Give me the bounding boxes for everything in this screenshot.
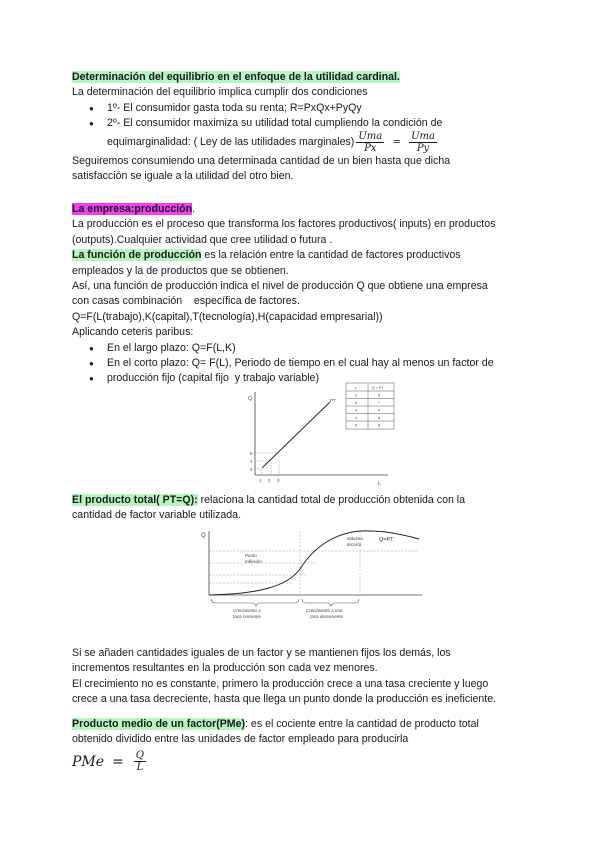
paragraph: Aplicando ceteris paribus: — [72, 326, 194, 339]
bracket-decreasing — [302, 599, 359, 606]
table-cell: 4 — [355, 416, 358, 420]
curve-label: Q=PT — [379, 537, 394, 543]
y-tick: 6 — [250, 451, 253, 456]
paragraph: Si se añaden cantidades iguales de un factor y se mantienen fijos los demás, los — [72, 647, 451, 659]
section-heading-production: La empresa:producción — [72, 203, 193, 215]
pme-formula: PMe = $\frac{Q}{L}$ — [72, 750, 144, 773]
term-total-product: El producto total( PT=Q): — [72, 494, 198, 506]
table-header: Q = PT — [372, 386, 384, 390]
axis-label-y: Q — [248, 396, 252, 402]
list-item: ● producción fijo (capital fijo y trabajo variable) — [72, 371, 542, 386]
paragraph: empleados y la de productos que se obtienen. — [72, 264, 289, 277]
section-diminishing-returns — [72, 646, 542, 708]
x-tick: 2 — [268, 478, 271, 483]
table-cell: 7 — [378, 401, 381, 405]
total-product-chart — [197, 525, 429, 625]
section-production: La empresa:producción. La producción es el proceso que transforma los factores productivos( inputs) en productos (outputs).Cualquier actividad que cree utilidad o futura . La función de producción es la relación entre la cantidad de factores productivos empleados y la de productos que se obtienen. Así, una función de producción indica el nivel de producción Q que obtiene una empresa con casas combinación específica de factores. Q=F(L(trabajo),K(capital),T(tecnología),H(capacidad empresarial)) Aplicando ceteris paribus: ● En el largo plazo: Q=F(L,K) ● En el corto plazo: Q= F(L), Periodo de tiempo en el cual hay al menos un factor de ● producción fijo (capital fijo y trabajo variable) — [72, 202, 542, 387]
conditions-list — [72, 101, 542, 132]
list-item: ● 2º- El consumidor maximiza su utilidad total cumpliendo la condición de — [72, 116, 542, 131]
table-header: L — [355, 386, 357, 390]
y-tick: 2 — [250, 467, 253, 472]
paragraph: con casas combinación específica de factores. — [72, 295, 300, 308]
bracket-increasing — [211, 599, 299, 606]
paragraph: incrementos resultantes en la producción son cada vez menores. — [72, 662, 378, 675]
axis-label-y: Q — [201, 533, 206, 539]
list-item: ● 1º- El consumidor gasta toda su renta; R=PxQx+PyQy — [72, 101, 542, 116]
y-tick: 4 — [250, 459, 253, 464]
axis-label-x: L — [378, 481, 381, 487]
paragraph: satisfacción se iguale a la utilidad del otro bien. — [72, 170, 294, 183]
production-table — [346, 383, 394, 429]
pt-line-label: PT — [330, 398, 336, 403]
table-cell: 4 — [378, 408, 381, 413]
x-tick: 3 — [277, 478, 280, 483]
production-function-chart — [238, 380, 398, 492]
paragraph: Así, una función de producción indica el nivel de producción Q que obtiene una empresa — [72, 280, 488, 293]
equimarginal-line: equimarginalidad: ( Ley de las utilidades marginales) $\frac{\text{Uma}}{Px}$ = $\frac{\text{Uma}}{Py}$ — [107, 131, 435, 155]
table-cell: 4 — [355, 408, 358, 413]
pt-line — [262, 402, 330, 468]
section-utility-equilibrium — [72, 70, 542, 184]
paragraph: cantidad de factor variable utilizada. — [72, 509, 242, 522]
table-cell: 3 — [355, 401, 358, 405]
paragraph: Seguiremos consumiendo una determinada cantidad de un bien hasta que dicha — [72, 154, 451, 167]
paragraph: El crecimiento no es constante, primero la producción crece a una tasa creciente y luego — [72, 677, 489, 690]
table-cell: 2 — [355, 393, 358, 398]
intro-text: La determinación del equilibrio implica cumplir dos condiciones — [72, 86, 368, 99]
term-production-function: La función de producción — [72, 249, 202, 262]
inflection-label: Inflexión — [245, 559, 262, 564]
production-formula: Q=F(L(trabajo),K(capital),T(tecnología),H(capacidad empresarial)) — [72, 310, 383, 323]
table-cell: 8 — [378, 423, 381, 428]
x-tick: 1 — [259, 478, 262, 483]
bracket-label: tasa decreciente — [310, 614, 344, 619]
max-label: técnico — [347, 542, 362, 547]
term-average-product: Producto medio de un factor(PMe) — [72, 718, 246, 730]
paragraph: (outputs).Cualquier actividad que cree utilidad o futura . — [72, 233, 333, 246]
bracket-label: Crecimiento a una — [306, 608, 343, 613]
paragraph: La función de producción es la relación entre la cantidad de factores productivos — [72, 249, 461, 262]
paragraph: crece a una tasa decreciente, hasta que llega un punto donde la producción es ineficiente. — [72, 693, 497, 706]
bracket-label: tasa creciente — [233, 614, 262, 619]
fraction-uma-px: $\frac{\text{Uma}}{Px}$ — [358, 131, 383, 155]
table-cell: 5 — [355, 423, 358, 428]
bracket-label: Crecimiento a — [233, 608, 261, 613]
section-total-product: El producto total( PT=Q): relaciona la cantidad total de producción obtenida con la cantidad de factor variable utilizada. — [72, 493, 542, 524]
paragraph: La producción es el proceso que transforma los factores productivos( inputs) en productos — [72, 218, 496, 231]
max-label: Máxima — [347, 536, 363, 541]
paragraph: obtenido dividido entre las unidades de factor empleado para producirla — [72, 733, 409, 746]
table-cell: 6 — [378, 393, 381, 398]
table-cell: 6 — [378, 416, 381, 420]
section-average-product: Producto medio de un factor(PMe): es el cociente entre la cantidad de producto total obtenido dividido entre las unidades de factor empleado para producirla — [72, 717, 542, 748]
list-item: ● En el corto plazo: Q= F(L), Periodo de tiempo en el cual hay al menos un factor de — [72, 356, 542, 371]
list-item: ● En el largo plazo: Q=F(L,K) — [72, 341, 542, 356]
section-heading-equilibrium: Determinación del equilibrio en el enfoque de la utilidad cardinal. — [72, 71, 400, 83]
fraction-uma-py: $\frac{\text{Uma}}{Py}$ — [411, 131, 435, 155]
inflection-label: Punto — [245, 553, 257, 558]
